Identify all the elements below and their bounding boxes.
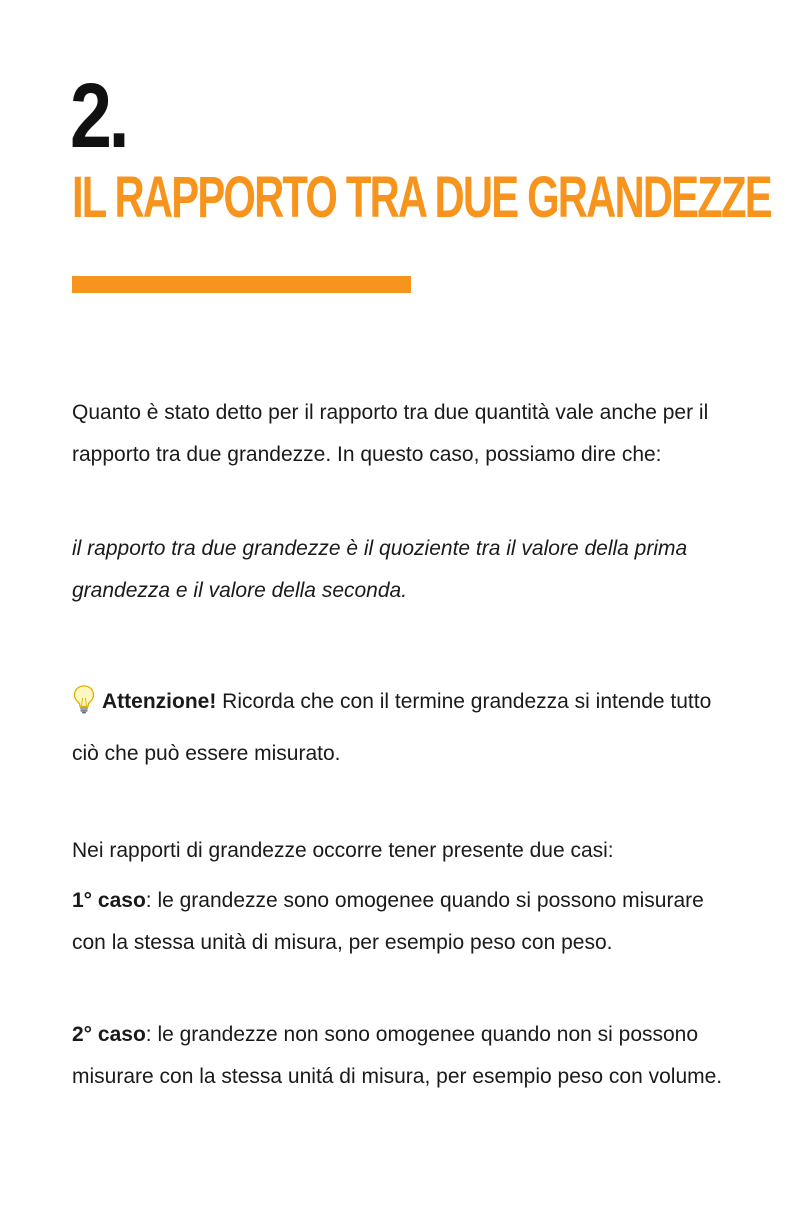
- case-1-label: 1° caso: [72, 889, 146, 912]
- title-underline: [72, 276, 411, 293]
- case-1-text: : le grandezze sono omogenee quando si possono misurare con la stessa unità di misura, per esempio peso con peso.: [72, 889, 704, 954]
- case-2-label: 2° caso: [72, 1023, 146, 1046]
- cases-intro-paragraph: Nei rapporti di grandezze occorre tener presente due casi:: [72, 839, 614, 862]
- intro-paragraph: Quanto è stato detto per il rapporto tra due quantità vale anche per il rapporto tra due grandezze. In questo caso, possiamo dire che:: [72, 401, 709, 466]
- lightbulb-icon: [72, 682, 96, 712]
- chapter-number: 2.: [70, 65, 127, 167]
- definition-paragraph: il rapporto tra due grandezze è il quoziente tra il valore della prima grandezza e il valore della seconda.: [72, 537, 688, 602]
- case-1-paragraph: [72, 880, 732, 964]
- attention-text: Ricorda che con il termine grandezza si intende tutto ciò che può essere misurato.: [72, 690, 712, 765]
- case-2-paragraph: [72, 1014, 732, 1098]
- case-2-text: : le grandezze non sono omogenee quando non si possono misurare con la stessa unitá di misura, per esempio peso con volume.: [72, 1023, 723, 1088]
- attention-label: Attenzione!: [102, 690, 217, 713]
- chapter-title: IL RAPPORTO TRA DUE GRANDEZZE: [72, 165, 771, 230]
- attention-note: [72, 676, 732, 780]
